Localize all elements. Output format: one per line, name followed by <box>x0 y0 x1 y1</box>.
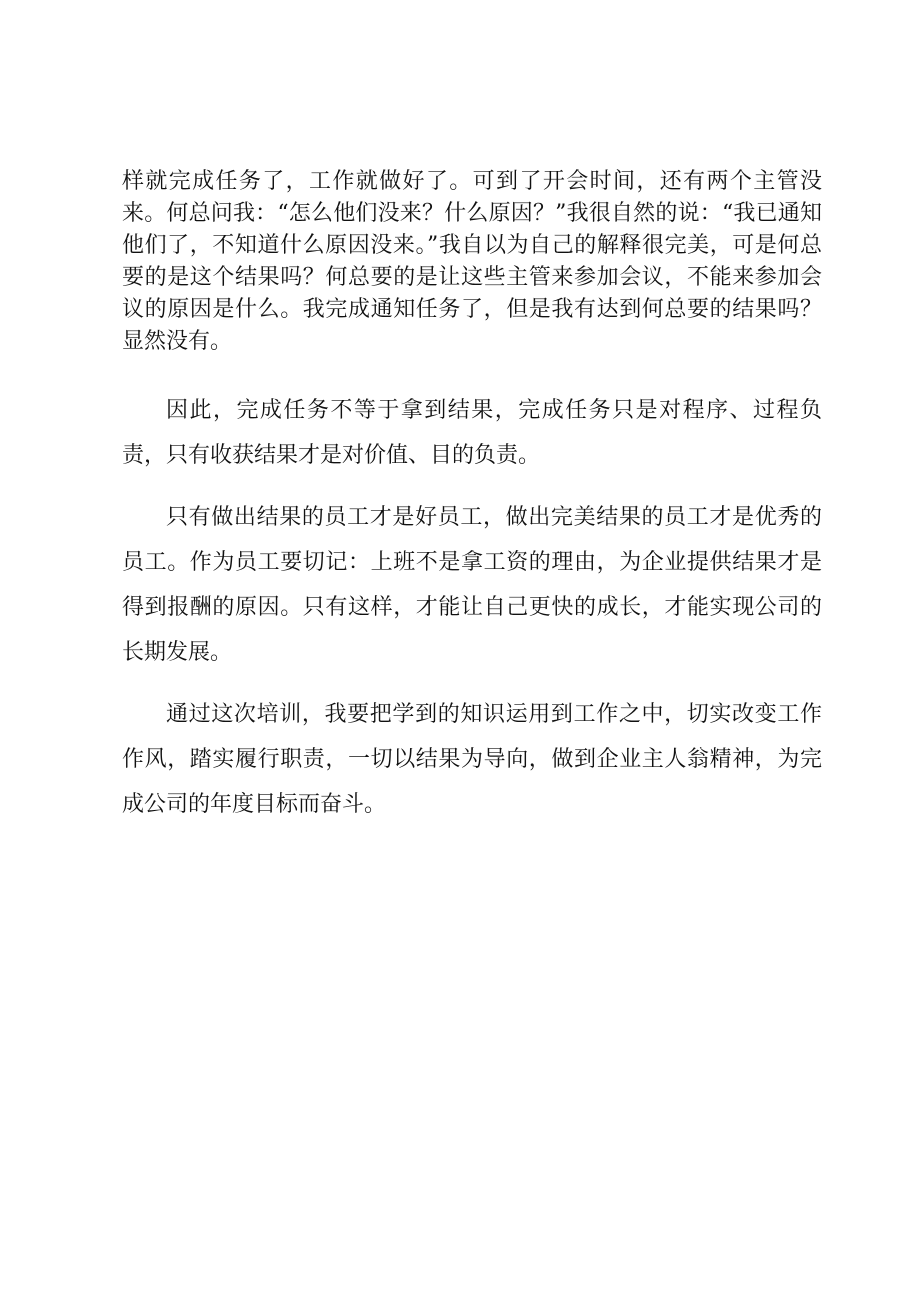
document-body <box>122 166 822 827</box>
paragraph-good-employee: 只有做出结果的员工才是好员工，做出完美结果的员工才是优秀的员工。作为员工要切记：上班不是拿工资的理由，为企业提供结果才是得到报酬的原因。只有这样，才能让自己更快的成长，才能实现公司的长期发展。 <box>122 505 822 665</box>
paragraph-continuation: 样就完成任务了，工作就做好了。可到了开会时间，还有两个主管没来。何总问我：“怎么他们没来？什么原因？”我很自然的说：“我已通知他们了，不知道什么原因没来。”我自以为自己的解释很完美，可是何总要的是这个结果吗？何总要的是让这些主管来参加会议，不能来参加会议的原因是什么。我完成通知任务了，但是我有达到何总要的结果吗？显然没有。 <box>122 169 822 354</box>
paragraph-task-vs-result: 因此，完成任务不等于拿到结果，完成任务只是对程序、过程负责，只有收获结果才是对价值、目的负责。 <box>122 398 822 468</box>
paragraph-training-conclusion: 通过这次培训，我要把学到的知识运用到工作之中，切实改变工作作风，踏实履行职责，一切以结果为导向，做到企业主人翁精神，为完成公司的年度目标而奋斗。 <box>122 702 822 817</box>
